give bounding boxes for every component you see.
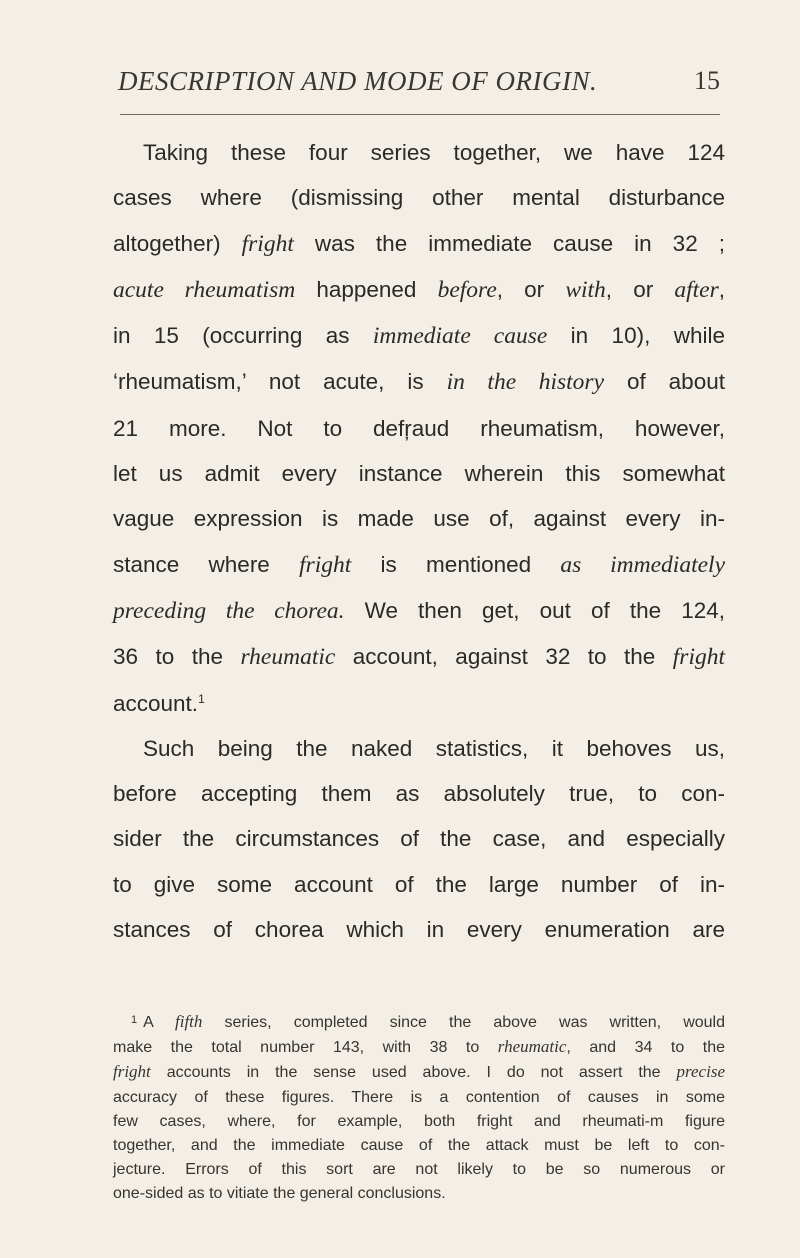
footnote-marker: 1: [131, 1014, 138, 1026]
text-run: in 10), while: [547, 323, 725, 349]
italic-run: preceding the chorea.: [113, 597, 345, 624]
text-run: altogether): [113, 230, 242, 256]
text-run: stance where: [113, 551, 300, 577]
text-line: [113, 313, 725, 359]
header-rule: [120, 114, 720, 115]
text-run: is mentioned: [351, 551, 561, 577]
footnote-line: [113, 1010, 725, 1035]
text-run: account.: [113, 690, 199, 716]
text-line: [113, 496, 725, 541]
italic-run: fright: [113, 1062, 151, 1082]
footnote-line: [113, 1060, 725, 1085]
text-run: Such being the naked statistics, it behoves us,: [143, 735, 725, 761]
text-run: make the total number 143, with 38 to: [113, 1039, 498, 1057]
text-line: [113, 634, 725, 680]
text-run: We then get, out of the 124,: [344, 597, 725, 623]
text-line: [113, 588, 725, 634]
text-run: stances of chorea which in every enumeration are: [113, 917, 725, 943]
text-run: sider the circumstances of the case, and especially: [113, 826, 725, 852]
italic-run: after: [674, 276, 719, 303]
text-run: ‘rheumatism,’ not acute, is: [113, 369, 447, 395]
text-line: [113, 771, 725, 816]
footnote: [113, 1010, 725, 1207]
text-run: happened: [295, 276, 438, 302]
text-line: [113, 406, 725, 451]
footnote-line: [113, 1035, 725, 1060]
text-run: accounts in the sense used above. I do not assert the: [150, 1064, 677, 1082]
text-line: [113, 221, 725, 267]
text-run: in 15 (occurring as: [113, 323, 373, 349]
text-line: [113, 267, 725, 313]
text-run: A: [143, 1014, 175, 1031]
text-run: Taking these four series together, we have 124: [143, 140, 725, 165]
text-run: jecture. Errors of this sort are not likely to be so numerous or: [113, 1161, 725, 1179]
italic-run: fright: [672, 644, 725, 671]
text-run: one-sided as to vitiate the general conclusions.: [113, 1185, 446, 1203]
text-line: [113, 726, 725, 771]
text-run: vague expression is made use of, against every in-: [113, 506, 725, 532]
text-line: [113, 542, 725, 588]
text-line: [113, 862, 725, 907]
footnote-line: [113, 1110, 725, 1134]
text-run: series, completed since the above was written, would: [202, 1014, 725, 1031]
italic-run: in the history: [446, 369, 604, 396]
italic-run: with: [565, 276, 606, 303]
text-run: accuracy of these figures. There is a contention of causes in some: [113, 1088, 725, 1106]
italic-run: fifth: [175, 1012, 203, 1031]
italic-run: acute rheumatism: [113, 276, 296, 303]
text-run: together, and the immediate cause of the attack must be left to con-: [113, 1137, 725, 1155]
running-title: DESCRIPTION AND MODE OF ORIGIN.: [118, 66, 598, 96]
text-run: , or: [605, 276, 675, 302]
footnote-reference[interactable]: 1: [198, 691, 205, 706]
italic-run: before: [437, 276, 497, 303]
body-text: [113, 130, 725, 952]
footnote-line: [113, 1086, 725, 1110]
text-run: , and 34 to the: [566, 1039, 725, 1057]
footnote-line: [113, 1182, 725, 1206]
italic-run: immediate cause: [372, 323, 548, 350]
text-run: account, against 32 to the: [335, 644, 673, 670]
text-run: before accepting them as absolutely true, to con-: [113, 781, 725, 807]
italic-run: fright: [299, 551, 352, 578]
italic-run: rheumatic: [497, 1037, 567, 1057]
text-line: [113, 359, 725, 405]
text-line: [113, 681, 725, 726]
text-run: cases where (dismissing other mental disturbance: [113, 185, 725, 211]
text-line: [113, 130, 725, 175]
text-run: few cases, where, for example, both fright and rheumati-m figure: [113, 1112, 725, 1130]
italic-run: as immediately: [560, 551, 726, 578]
text-run: to give some account of the large number of in-: [113, 871, 725, 897]
text-line: [113, 907, 725, 952]
page-number: 15: [694, 66, 720, 95]
text-run: ,: [718, 276, 725, 302]
running-head: [110, 66, 720, 106]
text-line: [113, 816, 725, 861]
text-run: , or: [496, 276, 566, 302]
footnote-line: [113, 1134, 725, 1158]
text-line: [113, 451, 725, 496]
italic-run: fright: [241, 230, 294, 257]
text-run: was the immediate cause in 32 ;: [293, 230, 725, 256]
footnote-line: [113, 1158, 725, 1182]
text-line: [113, 175, 725, 220]
text-run: let us admit every instance wherein this somewhat: [113, 461, 725, 487]
text-run: of about: [604, 369, 725, 395]
text-run: 21 more. Not to defŗaud rheumatism, however,: [113, 415, 725, 441]
italic-run: precise: [676, 1062, 725, 1082]
text-run: 36 to the: [113, 644, 241, 670]
italic-run: rheumatic: [240, 644, 336, 671]
